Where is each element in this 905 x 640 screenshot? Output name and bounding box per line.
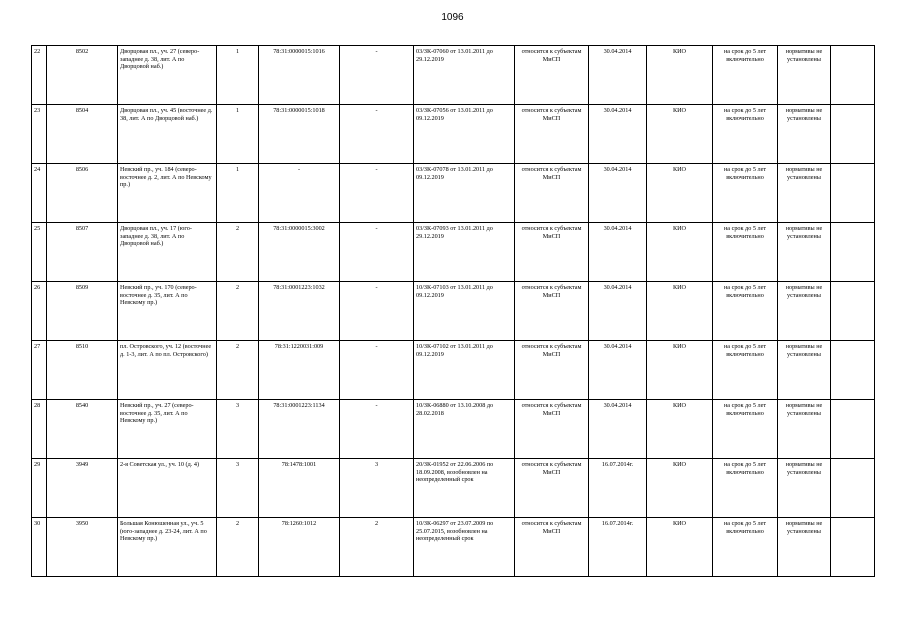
cell-smb-status: относится к субъектам МиСП [515,164,589,223]
cell-row-number: 22 [32,46,47,105]
cell-authority: КИО [647,282,713,341]
cell-norms: нормативы не установлены [778,46,831,105]
cell-smb-status: относится к субъектам МиСП [515,46,589,105]
cell-lease-term: на срок до 5 лет включительно [713,46,778,105]
cell-extra [831,223,875,282]
cell-address: пл. Островского, уч. 12 (восточнее д. 1-3, лит. А по пл. Островского) [118,341,217,400]
cell-extra [831,105,875,164]
cell-norms: нормативы не установлены [778,459,831,518]
cell-norms: нормативы не установлены [778,105,831,164]
cell-land-area: - [340,400,414,459]
cell-lease-contract: 10/ЗК-07102 от 13.01.2011 до 09.12.2019 [414,341,515,400]
cell-extra [831,282,875,341]
cell-row-number: 29 [32,459,47,518]
cell-smb-status: относится к субъектам МиСП [515,341,589,400]
cell-smb-status: относится к субъектам МиСП [515,400,589,459]
cell-authority: КИО [647,400,713,459]
cell-lease-contract: 03/ЗК-07060 от 13.01.2011 до 29.12.2019 [414,46,515,105]
table-row [32,164,875,223]
cell-lease-contract: 20/ЗК-01952 от 22.06.2006 по 18.09.2008, возобновлен на неопределенный срок [414,459,515,518]
cell-land-area: - [340,164,414,223]
cell-cadastral-number: 78:31:1220031:009 [259,341,340,400]
cell-extra [831,400,875,459]
cell-decision-date: 30.04.2014 [589,282,647,341]
cell-smb-status: относится к субъектам МиСП [515,459,589,518]
cell-lease-contract: 03/ЗК-07078 от 13.01.2011 до 09.12.2019 [414,164,515,223]
cell-authority: КИО [647,46,713,105]
cell-authority: КИО [647,223,713,282]
cell-area-category: 2 [217,223,259,282]
table-row [32,223,875,282]
cell-norms: нормативы не установлены [778,164,831,223]
cell-lease-contract: 10/ЗК-06880 от 13.10.2008 до 28.02.2018 [414,400,515,459]
cell-cadastral-number: 78:31:0001223:1032 [259,282,340,341]
cell-smb-status: относится к субъектам МиСП [515,223,589,282]
cell-lease-term: на срок до 5 лет включительно [713,282,778,341]
cell-row-number: 27 [32,341,47,400]
cell-object-id: 8510 [47,341,118,400]
cell-address: Невский пр., уч. 27 (северо-восточнее д. 35, лит. А по Невскому пр.) [118,400,217,459]
cell-lease-term: на срок до 5 лет включительно [713,164,778,223]
cell-address: Дворцовая пл., уч. 17 (юго-западнее д. 38, лит. А по Дворцовой наб.) [118,223,217,282]
cell-authority: КИО [647,459,713,518]
cell-area-category: 1 [217,46,259,105]
cell-area-category: 2 [217,518,259,577]
cell-smb-status: относится к субъектам МиСП [515,105,589,164]
cell-land-area: 2 [340,518,414,577]
cell-cadastral-number: 78:31:0000015:1018 [259,105,340,164]
cell-lease-term: на срок до 5 лет включительно [713,223,778,282]
cell-lease-contract: 10/ЗК-07103 от 13.01.2011 до 09.12.2019 [414,282,515,341]
cell-norms: нормативы не установлены [778,223,831,282]
cell-lease-term: на срок до 5 лет включительно [713,459,778,518]
cell-decision-date: 30.04.2014 [589,164,647,223]
cell-row-number: 30 [32,518,47,577]
cell-object-id: 8509 [47,282,118,341]
table-row [32,46,875,105]
cell-decision-date: 16.07.2014г. [589,459,647,518]
cell-object-id: 8507 [47,223,118,282]
cell-land-area: - [340,105,414,164]
cell-extra [831,341,875,400]
cell-object-id: 8502 [47,46,118,105]
cell-norms: нормативы не установлены [778,282,831,341]
cell-row-number: 28 [32,400,47,459]
cell-row-number: 26 [32,282,47,341]
table-row [32,341,875,400]
cell-row-number: 25 [32,223,47,282]
cell-area-category: 2 [217,341,259,400]
cell-land-area: - [340,223,414,282]
cell-row-number: 23 [32,105,47,164]
cell-decision-date: 30.04.2014 [589,400,647,459]
table-row [32,459,875,518]
cell-object-id: 8506 [47,164,118,223]
cell-address: 2-я Советская ул., уч. 10 (д. 4) [118,459,217,518]
cell-object-id: 3949 [47,459,118,518]
cell-object-id: 3950 [47,518,118,577]
cell-norms: нормативы не установлены [778,400,831,459]
cell-area-category: 3 [217,400,259,459]
cell-area-category: 2 [217,282,259,341]
cell-extra [831,164,875,223]
cell-lease-term: на срок до 5 лет включительно [713,341,778,400]
cell-decision-date: 30.04.2014 [589,223,647,282]
page-number: 1096 [441,12,464,23]
cell-lease-term: на срок до 5 лет включительно [713,518,778,577]
cell-extra [831,459,875,518]
cell-cadastral-number: 78:31:0000015:3002 [259,223,340,282]
cell-lease-contract: 03/ЗК-07056 от 13.01.2011 до 09.12.2019 [414,105,515,164]
cell-cadastral-number: 78:31:0001223:1134 [259,400,340,459]
cell-lease-term: на срок до 5 лет включительно [713,105,778,164]
cell-address: Большая Конюшенная ул., уч. 5 (юго-западнее д. 23-24, лит. А по Невскому пр.) [118,518,217,577]
cell-cadastral-number: 78:1478:1001 [259,459,340,518]
cell-smb-status: относится к субъектам МиСП [515,282,589,341]
table-row [32,518,875,577]
table-row [32,105,875,164]
cell-address: Дворцовая пл., уч. 45 (восточнее д. 38, лит. А по Дворцовой наб.) [118,105,217,164]
cell-cadastral-number: 78:1260:1012 [259,518,340,577]
cell-authority: КИО [647,341,713,400]
cell-land-area: - [340,341,414,400]
cell-lease-contract: 10/ЗК-06297 от 23.07.2009 по 25.07.2015, возобновлен на неопределенный срок [414,518,515,577]
table-row [32,400,875,459]
cell-land-area: 3 [340,459,414,518]
cell-norms: нормативы не установлены [778,518,831,577]
cell-area-category: 1 [217,105,259,164]
table-row [32,282,875,341]
registry-body [32,46,875,577]
cell-lease-term: на срок до 5 лет включительно [713,400,778,459]
cell-object-id: 8504 [47,105,118,164]
cell-decision-date: 30.04.2014 [589,46,647,105]
cell-land-area: - [340,282,414,341]
cell-extra [831,46,875,105]
cell-authority: КИО [647,164,713,223]
cell-address: Невский пр., уч. 184 (северо-восточнее д. 2, лит. А по Невскому пр.) [118,164,217,223]
cell-lease-contract: 03/ЗК-07093 от 13.01.2011 до 29.12.2019 [414,223,515,282]
cell-land-area: - [340,46,414,105]
cell-object-id: 8540 [47,400,118,459]
cell-row-number: 24 [32,164,47,223]
cell-extra [831,518,875,577]
cell-cadastral-number: - [259,164,340,223]
cell-cadastral-number: 78:31:0000015:1016 [259,46,340,105]
cell-address: Дворцовая пл., уч. 27 (северо-западнее д. 38, лит. А по Дворцовой наб.) [118,46,217,105]
cell-decision-date: 30.04.2014 [589,105,647,164]
cell-decision-date: 30.04.2014 [589,341,647,400]
registry-table [31,45,875,577]
cell-smb-status: относится к субъектам МиСП [515,518,589,577]
cell-norms: нормативы не установлены [778,341,831,400]
cell-authority: КИО [647,518,713,577]
cell-area-category: 1 [217,164,259,223]
cell-authority: КИО [647,105,713,164]
cell-address: Невский пр., уч. 170 (северо-восточнее д. 35, лит. А по Невскому пр.) [118,282,217,341]
cell-decision-date: 16.07.2014г. [589,518,647,577]
cell-area-category: 3 [217,459,259,518]
